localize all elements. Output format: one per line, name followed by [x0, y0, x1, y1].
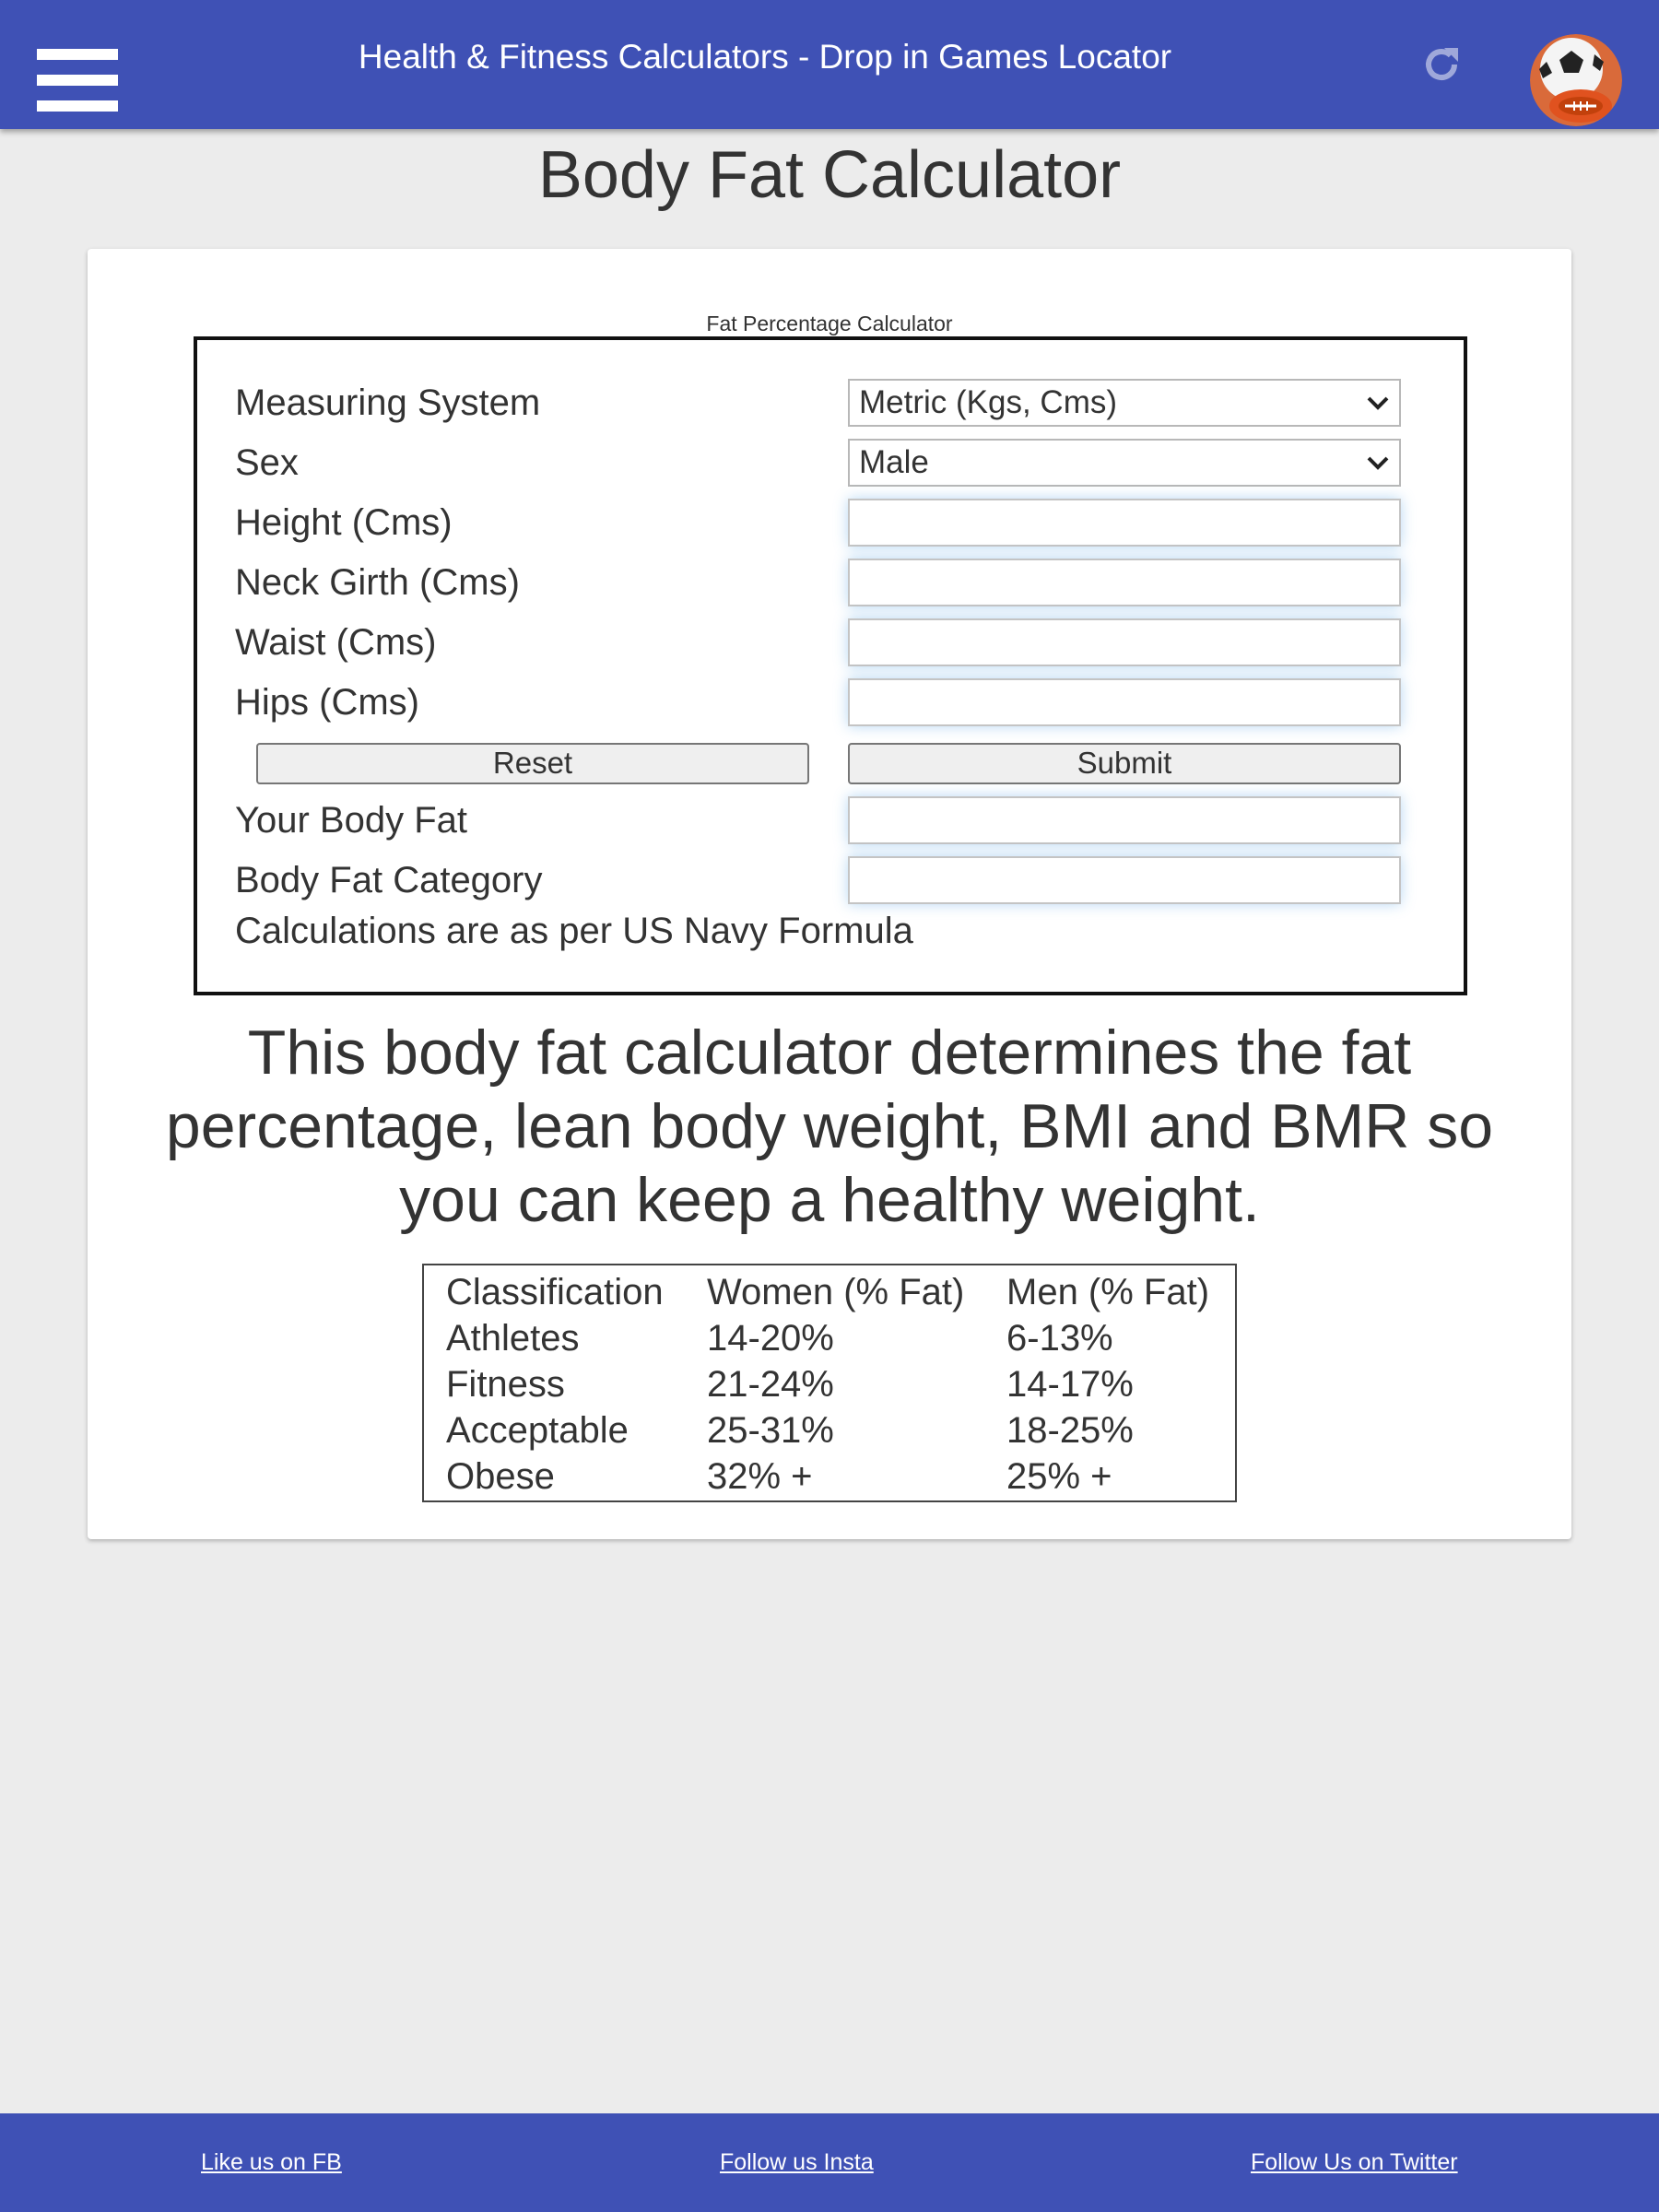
sex-value: Male	[859, 444, 929, 480]
table-cell: 18-25%	[1006, 1410, 1134, 1451]
table-header: Men (% Fat)	[1006, 1272, 1210, 1312]
measuring-system-select[interactable]	[848, 379, 1401, 427]
hips-input[interactable]	[848, 678, 1401, 726]
height-input[interactable]	[848, 499, 1401, 547]
app-title: Health & Fitness Calculators - Drop in Games Locator	[358, 38, 1172, 76]
calculator-card	[88, 249, 1571, 1539]
table-cell: 25% +	[1006, 1456, 1112, 1497]
app-bar	[0, 0, 1659, 129]
measuring-system-label: Measuring System	[235, 382, 541, 423]
height-label: Height (Cms)	[235, 502, 453, 543]
fieldset-legend: Fat Percentage Calculator	[706, 312, 953, 335]
table-cell: 14-20%	[707, 1318, 834, 1359]
table-header: Classification	[446, 1272, 664, 1312]
table-cell: Acceptable	[446, 1410, 629, 1451]
table-cell: 32% +	[707, 1456, 813, 1497]
facebook-link[interactable]: Like us on FB	[201, 2149, 342, 2175]
twitter-link[interactable]: Follow Us on Twitter	[1251, 2149, 1458, 2175]
footer-bar	[0, 2113, 1659, 2212]
classification-table	[422, 1264, 1237, 1502]
table-header: Women (% Fat)	[707, 1272, 965, 1312]
sex-select[interactable]	[848, 439, 1401, 487]
refresh-icon[interactable]	[1419, 42, 1464, 87]
table-cell: Athletes	[446, 1318, 580, 1359]
waist-label: Waist (Cms)	[235, 622, 437, 663]
table-cell: 25-31%	[707, 1410, 834, 1451]
neck-girth-input[interactable]	[848, 559, 1401, 606]
table-cell: Obese	[446, 1456, 555, 1497]
body-fat-category-field[interactable]	[848, 856, 1401, 904]
body-fat-result-label: Your Body Fat	[235, 800, 468, 841]
formula-note: Calculations are as per US Navy Formula	[235, 911, 913, 951]
measuring-system-value: Metric (Kgs, Cms)	[859, 384, 1117, 420]
sports-balls-logo[interactable]	[1530, 34, 1622, 126]
chevron-down-icon	[1366, 394, 1390, 412]
neck-girth-label: Neck Girth (Cms)	[235, 562, 520, 603]
hips-label: Hips (Cms)	[235, 682, 419, 723]
calculator-description: This body fat calculator determines the fat percentage, lean body weight, BMI and BMR so you can keep a healthy weight.	[165, 1018, 1494, 1235]
table-cell: 21-24%	[707, 1364, 834, 1405]
submit-button[interactable]: Submit	[848, 743, 1401, 784]
reset-button[interactable]: Reset	[256, 743, 809, 784]
table-cell: 14-17%	[1006, 1364, 1134, 1405]
page-title: Body Fat Calculator	[537, 138, 1122, 212]
waist-input[interactable]	[848, 618, 1401, 666]
table-cell: 6-13%	[1006, 1318, 1113, 1359]
chevron-down-icon	[1366, 453, 1390, 472]
hamburger-menu-icon[interactable]	[37, 49, 118, 113]
sex-label: Sex	[235, 442, 299, 483]
instagram-link[interactable]: Follow us Insta	[720, 2149, 874, 2175]
body-fat-result-field[interactable]	[848, 796, 1401, 844]
table-cell: Fitness	[446, 1364, 565, 1405]
body-fat-category-label: Body Fat Category	[235, 860, 543, 900]
